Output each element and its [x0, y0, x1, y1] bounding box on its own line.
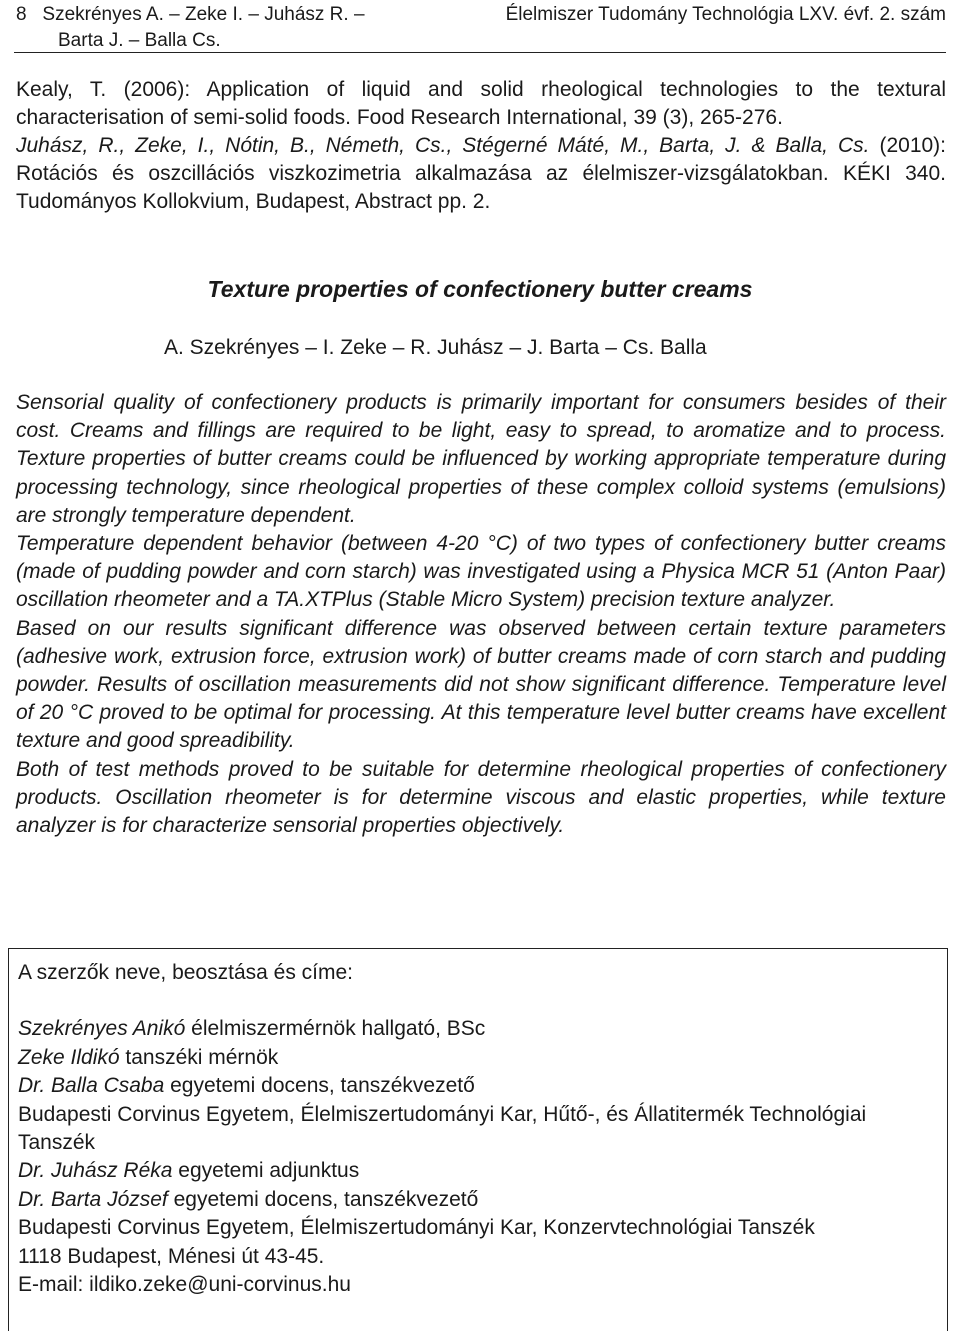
author-role: tanszéki mérnök	[119, 1045, 279, 1069]
reference-1: Kealy, T. (2006): Application of liquid and solid rheological technologies to the textural characterisation of semi-solid foods. Food Research International, 39 (3), 265-276.	[16, 78, 946, 129]
author-entry	[18, 1015, 938, 1043]
email: E-mail: ildiko.zeke@uni-corvinus.hu	[18, 1273, 351, 1297]
article-authors: A. Szekrényes – I. Zeke – R. Juhász – J. Barta – Cs. Balla	[164, 336, 707, 359]
author-box-heading: A szerzők neve, beosztása és címe:	[18, 961, 353, 984]
page-number: 8	[16, 4, 27, 25]
reference-2-rest: (2010): Rotációs és oszcillációs viszkozimetria alkalmazása az élelmiszer-vizsgálatokban. KÉKI 340. Tudományos Kollokvium, Budapest, Abstract pp. 2.	[16, 134, 947, 213]
header-left	[16, 2, 365, 54]
author-entry	[18, 1186, 938, 1214]
author-role: egyetemi docens, tanszékvezető	[167, 1187, 479, 1211]
author-entry	[18, 1072, 938, 1100]
header-authors-line1: Szekrényes A. – Zeke I. – Juhász R. –	[42, 4, 365, 25]
header-rule	[14, 52, 946, 53]
reference-2-authors: Juhász, R., Zeke, I., Nótin, B., Németh, Cs., Stégerné Máté, M., Barta, J. & Balla, Cs.	[16, 134, 870, 157]
header-authors-line2-text: Barta J. – Balla Cs.	[58, 30, 221, 51]
references	[16, 76, 946, 216]
author-name: Dr. Juhász Réka	[18, 1159, 173, 1183]
affiliation-2: Budapesti Corvinus Egyetem, Élelmiszertudományi Kar, Konzervtechnológiai Tanszék	[18, 1216, 815, 1240]
affiliation-1: Budapesti Corvinus Egyetem, Élelmiszertudományi Kar, Hűtő-, és Állatitermék Technológiai Tanszék	[18, 1102, 867, 1155]
abstract-paragraph: Temperature dependent behavior (between 4-20 °C) of two types of confectionery butter creams (made of pudding powder and corn starch) was investigated using a Physica MCR 51 (Anton Paar) oscillation rheometer and a TA.XTPlus (Stable Micro System) precision texture analyzer.	[16, 532, 946, 612]
header-authors-line2	[16, 28, 365, 54]
abstract	[16, 389, 946, 840]
header-line-1	[16, 2, 365, 28]
author-name: Dr. Balla Csaba	[18, 1074, 165, 1098]
journal-title: Élelmiszer Tudomány Technológia LXV. évf. 2. szám	[505, 4, 946, 25]
abstract-paragraph: Both of test methods proved to be suitable for determine rheological properties of confectionery products. Oscillation rheometer is for determine viscous and elastic properties, while texture analyzer is for characterize sensorial properties objectively.	[16, 757, 946, 838]
author-entry	[18, 1157, 938, 1185]
author-info-content	[18, 959, 938, 1299]
article-title: Texture properties of confectionery butter creams	[207, 276, 753, 302]
author-role: élelmiszermérnök hallgató, BSc	[185, 1017, 486, 1041]
author-name: Zeke Ildikó	[18, 1045, 120, 1069]
author-role: egyetemi adjunktus	[172, 1159, 360, 1183]
postal-address: 1118 Budapest, Ménesi út 43-45.	[18, 1244, 325, 1268]
spacer	[18, 987, 938, 1015]
author-role: egyetemi docens, tanszékvezető	[164, 1074, 475, 1098]
author-info-box	[8, 948, 948, 1331]
author-name: Szekrényes Anikó	[18, 1017, 186, 1041]
reference-2	[16, 132, 946, 216]
author-name: Dr. Barta József	[18, 1187, 168, 1211]
abstract-paragraph: Based on our results significant difference was observed between certain texture parameters (adhesive work, extrusion force, extrusion work) of butter creams made of corn starch and pudding powder. Results of oscillation measurements did not show significant difference. Temperature level of 20 °C proved to be optimal for processing. At this temperature level butter creams have excellent texture and good spreadibility.	[16, 616, 946, 753]
author-entry	[18, 1044, 938, 1072]
abstract-paragraph: Sensorial quality of confectionery products is primarily important for consumers besides of their cost. Creams and fillings are required to be light, easy to spread, to aromatize and to process. Texture properties of butter creams could be influenced by working appropriate temperature during processing technology, since rheological properties of these complex colloid systems (emulsions) are strongly temperature dependent.	[16, 391, 946, 527]
